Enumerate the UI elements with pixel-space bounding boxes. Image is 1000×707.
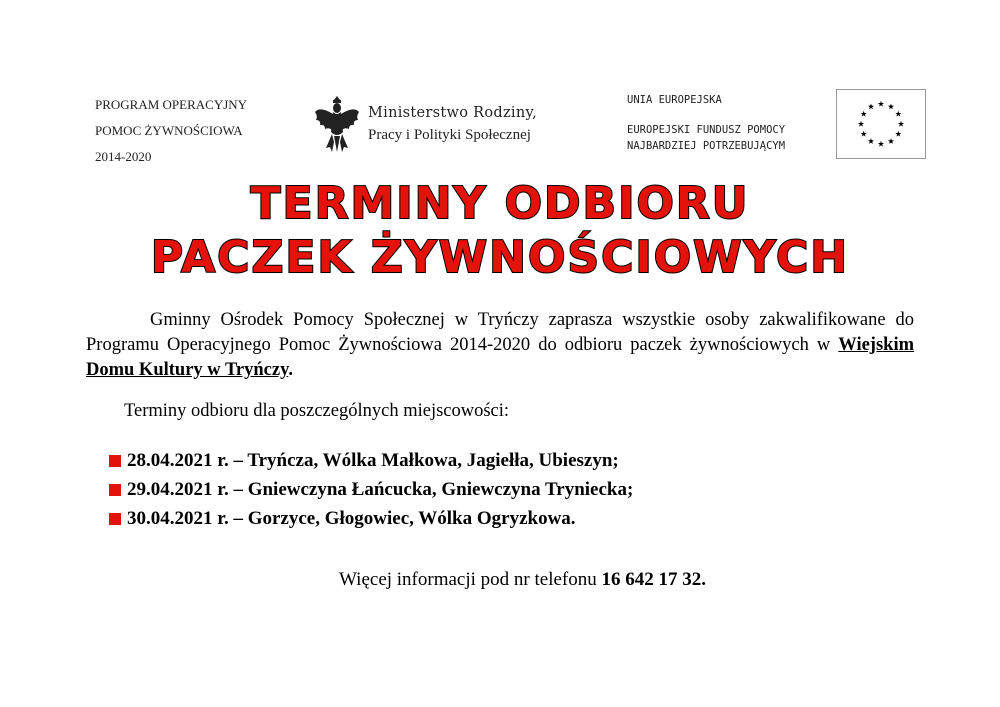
title-line-2: PACZEK ŻYWNOŚCIOWYCH	[150, 232, 850, 283]
intro-paragraph	[86, 308, 914, 383]
program-line: POMOC ŻYWNOŚCIOWA	[95, 123, 243, 138]
eu-star-icon	[861, 131, 867, 137]
eu-union-label: UNIA EUROPEJSKA	[627, 94, 722, 106]
eu-star-icon	[868, 103, 874, 109]
eu-fund-label: EUROPEJSKI FUNDUSZ POMOCY	[627, 124, 786, 136]
eu-star-icon	[858, 121, 864, 127]
phone-number: 16 642 17 32.	[601, 569, 706, 590]
contact-line	[0, 569, 1000, 591]
program-label	[95, 92, 295, 170]
date-entry: 29.04.2021 r. – Gniewczyna Łańcucka, Gniewczyna Tryniecka;	[127, 479, 634, 500]
eu-star-icon	[898, 121, 904, 127]
date-entry: 30.04.2021 r. – Gorzyce, Głogowiec, Wólka Ogryzkowa.	[127, 508, 576, 529]
eu-star-icon	[878, 101, 884, 107]
intro-text: Gminny Ośrodek Pomocy Społecznej w Tryńczy zaprasza wszystkie osoby zakwalifikowane do Programu Operacyjnego Pomoc Żywnościowa 2014-2020 do odbioru paczek żywnościowych w	[86, 310, 914, 355]
eu-star-icon	[888, 103, 894, 109]
eu-label	[627, 92, 842, 154]
ministry-name	[368, 102, 578, 146]
eu-star-icon	[878, 141, 884, 147]
dates-list	[109, 446, 909, 533]
eu-star-icon	[861, 111, 867, 117]
eu-fund-label: NAJBARDZIEJ POTRZEBUJĄCYM	[627, 140, 786, 152]
bullet-square-icon	[109, 484, 121, 496]
program-line: 2014-2020	[95, 149, 152, 164]
eu-star-icon	[868, 138, 874, 144]
title-line-1: TERMINY ODBIORU	[250, 178, 750, 229]
list-item	[109, 475, 909, 504]
ministry-line: Pracy i Polityki Społecznej	[368, 127, 531, 143]
eu-flag-icon	[836, 89, 926, 159]
venue-name: Wiejskim Domu Kultury w Tryńczy	[86, 335, 914, 380]
program-line: PROGRAM OPERACYJNY	[95, 97, 248, 112]
eu-star-icon	[895, 131, 901, 137]
date-entry: 28.04.2021 r. – Tryńcza, Wólka Małkowa, Jagiełła, Ubieszyn;	[127, 450, 619, 471]
dates-subtitle: Terminy odbioru dla poszczególnych miejscowości:	[124, 401, 510, 421]
bullet-square-icon	[109, 455, 121, 467]
bullet-square-icon	[109, 513, 121, 525]
eagle-emblem-icon	[312, 92, 362, 156]
intro-end: .	[288, 360, 293, 380]
contact-text: Więcej informacji pod nr telefonu	[339, 569, 602, 590]
eu-star-icon	[888, 138, 894, 144]
list-item	[109, 504, 909, 533]
ministry-line: Ministerstwo Rodziny,	[368, 105, 537, 121]
eu-star-icon	[895, 111, 901, 117]
list-item	[109, 446, 909, 475]
